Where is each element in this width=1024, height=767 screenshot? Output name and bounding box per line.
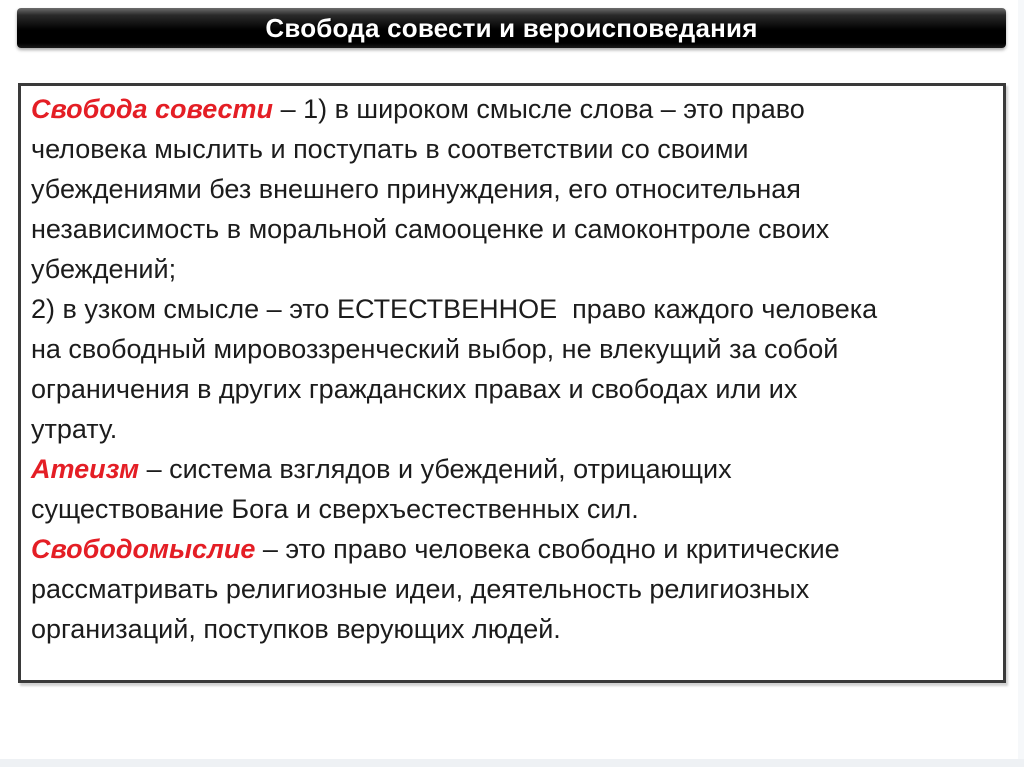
text-line (31, 249, 995, 289)
body-text: – 1) в широком смысле слова – это право (273, 94, 805, 124)
body-text: убеждениями без внешнего принуждения, его относительная (31, 174, 801, 204)
term-text: Свободомыслие (31, 534, 256, 564)
body-text: рассматривать религиозные идеи, деятельность религиозных (31, 574, 810, 604)
body-text: существование Бога и сверхъестественных сил. (31, 494, 639, 524)
body-text: убеждений; (31, 254, 177, 284)
text-line (31, 449, 995, 489)
body-text: организаций, поступков верующих людей. (31, 614, 561, 644)
body-text: – это право человека свободно и критические (255, 534, 840, 564)
page-edge-right (1018, 0, 1024, 767)
text-line (31, 169, 995, 209)
text-line (31, 489, 995, 529)
text-line (31, 329, 995, 369)
definition-text (21, 86, 1003, 649)
text-line (31, 89, 995, 129)
text-line (31, 289, 995, 329)
text-line (31, 409, 995, 449)
body-text: 2) в узком смысле – это ЕСТЕСТВЕННОЕ право каждого человека (31, 294, 878, 324)
text-line (31, 609, 995, 649)
body-text: – система взглядов и убеждений, отрицающих (139, 454, 732, 484)
body-text: человека мыслить и поступать в соответствии со своими (31, 134, 749, 164)
slide-title-bar (17, 8, 1006, 48)
text-line (31, 369, 995, 409)
text-line (31, 129, 995, 169)
text-line (31, 209, 995, 249)
body-text: ограничения в других гражданских правах и свободах или их (31, 374, 798, 404)
body-text: независимость в моральной самооценке и самоконтроле своих (31, 214, 830, 244)
text-line (31, 569, 995, 609)
text-line (31, 529, 995, 569)
body-text: утрату. (31, 414, 118, 444)
term-text: Атеизм (31, 454, 140, 484)
term-text: Свобода совести (31, 94, 274, 124)
slide-title: Свобода совести и вероисповедания (265, 12, 758, 43)
page-edge-bottom (0, 759, 1024, 767)
body-text: на свободный мировоззренческий выбор, не влекущий за собой (31, 334, 839, 364)
definition-box (18, 83, 1006, 683)
